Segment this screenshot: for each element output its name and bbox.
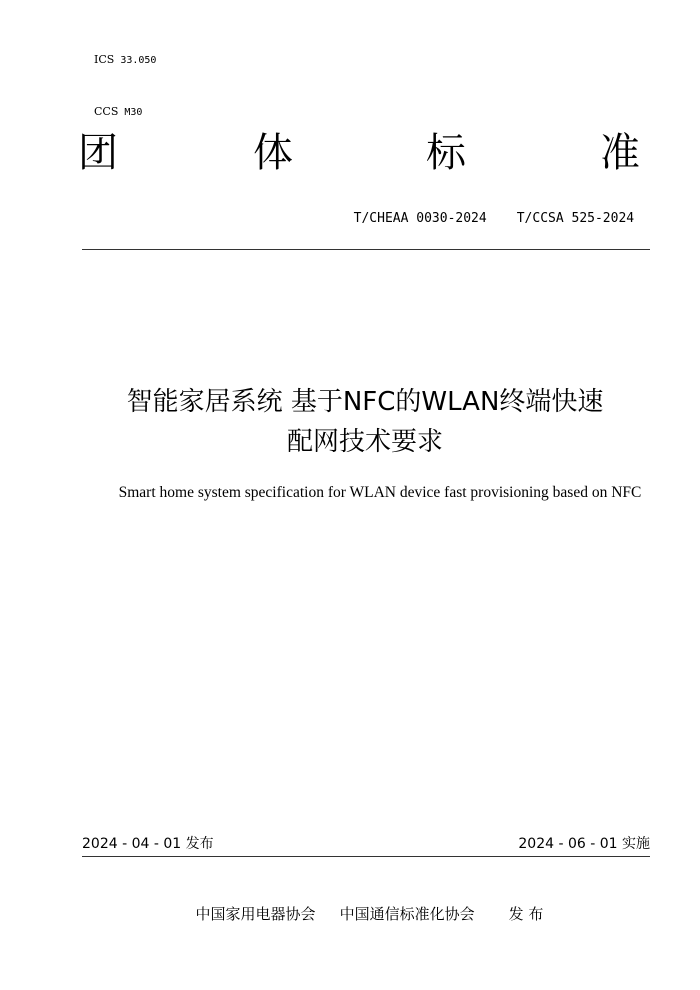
standard-numbers <box>338 192 634 228</box>
publisher-ccsa: 中国通信标准化协会 <box>339 905 475 923</box>
publish-action: 发 布 <box>508 905 544 923</box>
ccs-code: M30 <box>124 107 143 118</box>
standard-type-char-4: 准 <box>600 130 640 176</box>
document-title-line-2: 配网技术要求 <box>286 427 443 457</box>
publisher-cheaa: 中国家用电器协会 <box>195 905 316 923</box>
implementation-date: 2024 - 06 - 01 实施 <box>518 836 650 852</box>
ics-label: ICS <box>94 53 115 66</box>
ics-code: 33.050 <box>120 55 157 66</box>
document-title-english: Smart home system specification for WLAN device fast provisioning based on NFC <box>118 484 642 501</box>
document-title-line-1: 智能家居系统 基于NFC的WLAN终端快速 <box>126 387 604 417</box>
standard-number-cheaa: T/CHEAA 0030-2024 <box>353 211 487 226</box>
classification-codes <box>80 34 156 138</box>
standard-type-char-1: 团 <box>78 130 118 176</box>
issue-date: 2024 - 04 - 01 发布 <box>82 836 214 852</box>
publishers <box>186 884 543 924</box>
header-divider <box>82 249 650 250</box>
standard-type-char-3: 标 <box>426 130 466 176</box>
footer-divider <box>82 856 650 857</box>
standard-type-char-2: 体 <box>253 130 293 176</box>
standard-type-heading <box>78 128 648 178</box>
ics-row <box>80 34 156 86</box>
ccs-label: CCS <box>94 105 119 118</box>
standard-number-ccsa: T/CCSA 525-2024 <box>516 211 635 226</box>
